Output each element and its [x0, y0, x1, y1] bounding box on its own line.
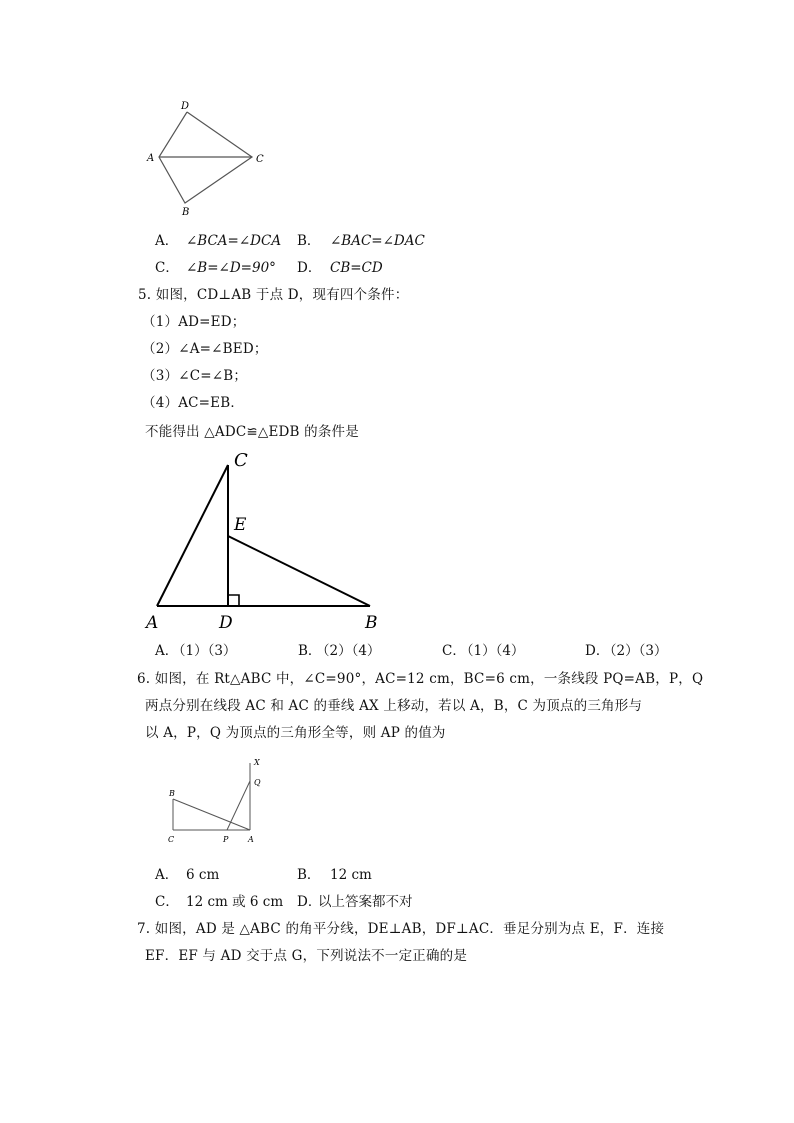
figure3-label-a: A [248, 835, 254, 844]
figure1-label-c: C [256, 154, 264, 165]
q6-option-c-text: 12 cm 或 6 cm [186, 894, 284, 910]
q6-option-b-text: 12 cm [330, 867, 372, 883]
q5-option-c-text: （1）（4） [460, 643, 525, 659]
q6-line-1: 6. 如图，在 Rt△ABC 中，∠C=90°，AC=12 cm，BC=6 cm，一条线段 PQ=AB，P，Q [137, 671, 704, 687]
q5-option-c-letter: C． [442, 643, 466, 659]
q5-stem: 5. 如图，CD⊥AB 于点 D，现有四个条件： [138, 287, 409, 303]
figure-right-triangle-pq [160, 755, 280, 850]
q4-option-b-letter: B． [297, 233, 321, 249]
figure2-label-d: D [219, 613, 233, 633]
figure2-label-a: A [146, 613, 159, 633]
q5-option-b-letter: B． [298, 643, 322, 659]
q4-option-d-text: CB=CD [330, 260, 383, 276]
figure2-label-c: C [234, 450, 248, 471]
figure1-label-b: B [182, 207, 190, 218]
q6-option-a-letter: A． [155, 867, 179, 883]
q5-option-a-letter: A． [155, 643, 179, 659]
figure2-label-e: E [234, 515, 247, 535]
q4-option-a-letter: A． [155, 233, 179, 249]
q6-line-2: 两点分别在线段 AC 和 AC 的垂线 AX 上移动，若以 A，B，C 为顶点的三角形与 [145, 698, 643, 714]
figure3-label-b: B [169, 789, 175, 798]
q7-line-1: 7. 如图，AD 是 △ABC 的角平分线，DE⊥AB，DF⊥AC．垂足分别为点 E，F．连接 [137, 921, 665, 937]
q5-option-d-letter: D． [585, 643, 610, 659]
q4-option-c-letter: C． [155, 260, 179, 276]
figure-triangle-cd-perp-ab [140, 448, 400, 638]
figure2-segment-eb [228, 536, 370, 606]
q5-condition-3: （3）∠C=∠B； [142, 368, 248, 384]
q6-option-c-letter: C． [155, 894, 179, 910]
figure2-right-angle-mark [228, 595, 239, 606]
q5-option-a-text: （1）（3） [172, 643, 237, 659]
q5-condition-2: （2）∠A=∠BED； [142, 341, 268, 357]
q5-option-b-text: （2）（4） [316, 643, 381, 659]
q5-condition-1: （1）AD=ED； [142, 314, 246, 330]
q4-option-a-text: ∠BCA=∠DCA [186, 233, 282, 249]
q6-option-b-letter: B． [297, 867, 321, 883]
q7-line-2: EF．EF 与 AD 交于点 G，下列说法不一定正确的是 [145, 948, 468, 964]
figure3-label-c: C [168, 835, 175, 844]
q6-option-d-letter: D． [297, 894, 322, 910]
q4-option-c-text: ∠B=∠D=90° [186, 260, 276, 276]
q4-option-d-letter: D． [297, 260, 322, 276]
q5-question: 不能得出 △ADC≌△EDB 的条件是 [145, 424, 359, 440]
q6-option-a-text: 6 cm [186, 867, 220, 883]
figure3-label-p: P [223, 835, 229, 844]
figure3-label-q: Q [254, 778, 261, 787]
q4-option-b-text: ∠BAC=∠DAC [330, 233, 425, 249]
q6-option-d-text: 以上答案都不对 [318, 894, 413, 910]
figure1-label-d: D [181, 101, 190, 112]
figure2-label-b: B [365, 613, 378, 633]
figure3-segment-pq [227, 781, 250, 830]
q5-condition-4: （4）AC=EB． [142, 395, 245, 411]
figure3-label-x: X [254, 758, 260, 767]
figure3-segment-ba [173, 799, 250, 830]
figure2-segment-ac [157, 465, 228, 606]
q6-line-3: 以 A，P，Q 为顶点的三角形全等，则 AP 的值为 [145, 725, 446, 741]
q5-option-d-text: （2）（3） [603, 643, 668, 659]
figure-quadrilateral [140, 95, 280, 220]
figure1-label-a: A [147, 153, 155, 164]
